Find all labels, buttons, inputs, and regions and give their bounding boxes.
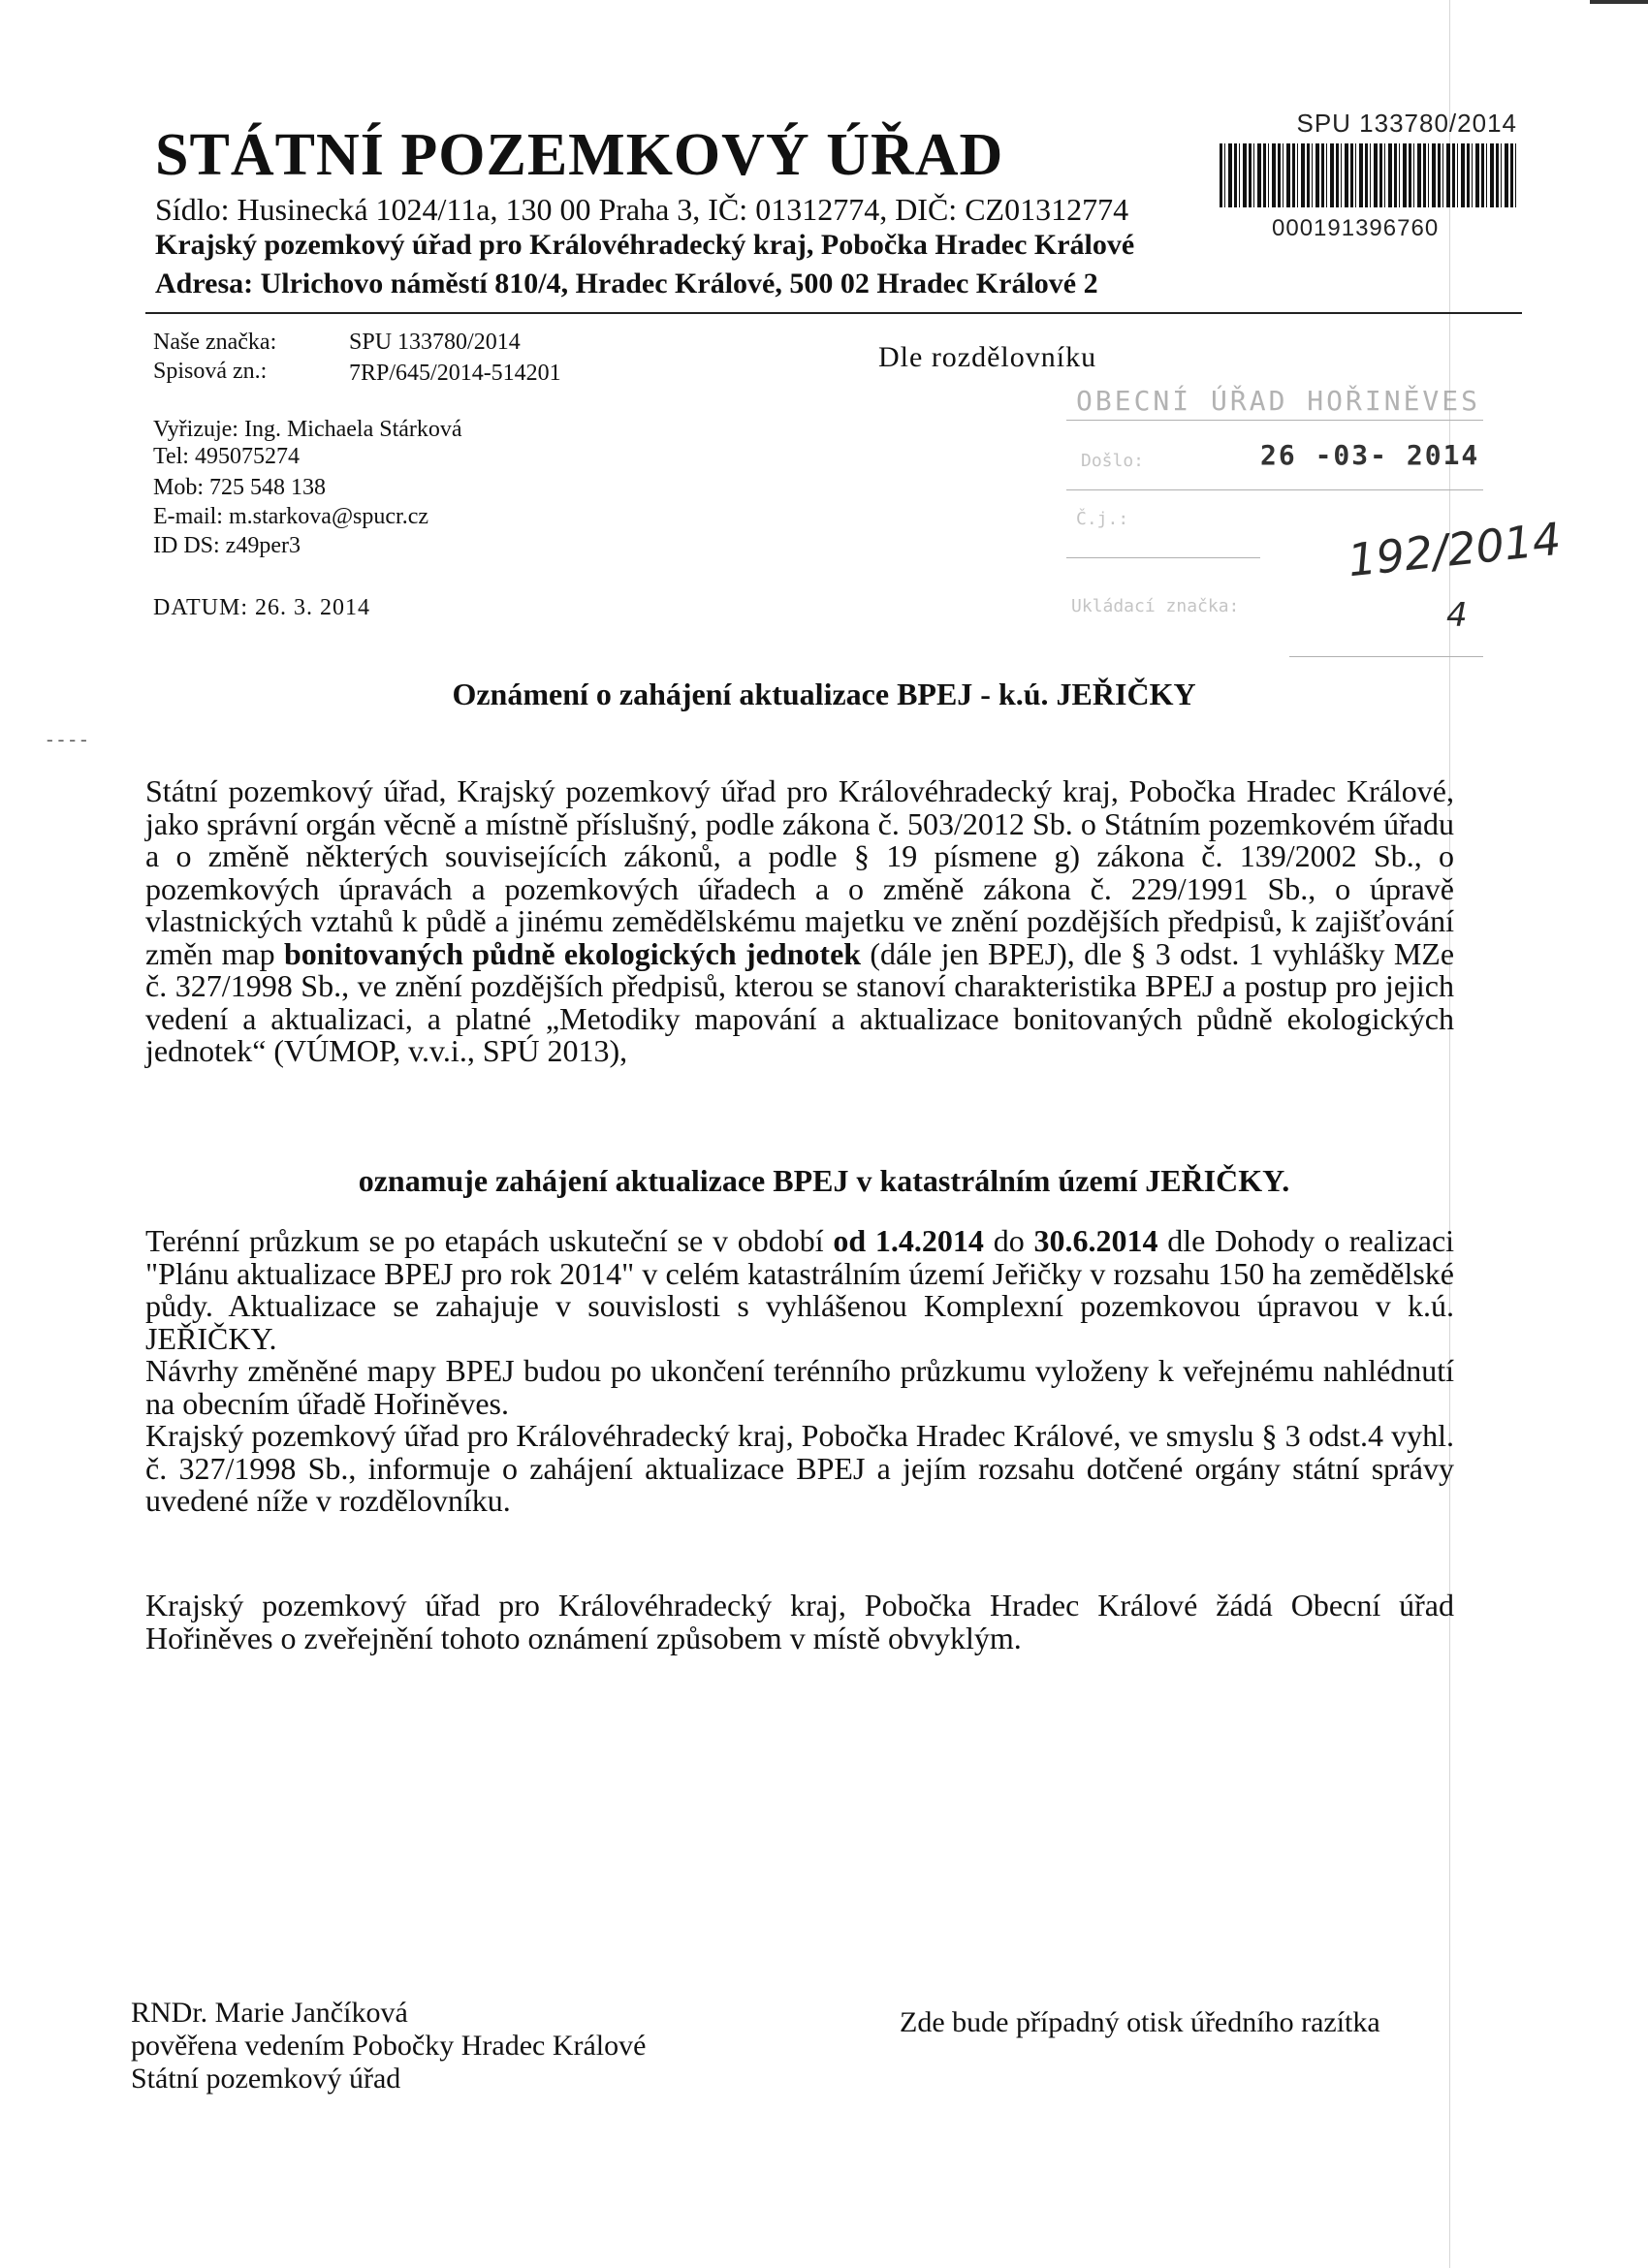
stamp-received-date: 26 -03- 2014 <box>1260 439 1480 471</box>
document-date: DATUM: 26. 3. 2014 <box>153 595 371 620</box>
document-ref-number: SPU 133780/2014 <box>1296 109 1517 138</box>
official-stamp-placeholder: Zde bude případný otisk úředního razítka <box>900 2006 1380 2038</box>
barcode <box>1220 143 1516 207</box>
map-proposal-text: Návrhy změněné mapy BPEJ budou po ukončení terénního průzkumu vyloženy k veřejnému nahlédnutí na obecním úřadě Hořiněves. <box>145 1353 1454 1421</box>
signatory-org: Státní pozemkový úřad <box>131 2063 401 2095</box>
survey-end-date: 30.6.2014 <box>1033 1223 1158 1258</box>
subject-heading: Oznámení o zahájení aktualizace BPEJ - k.ú. JEŘIČKY <box>452 677 1196 711</box>
org-title: STÁTNÍ POZEMKOVÝ ÚŘAD <box>155 122 1004 188</box>
telephone: Tel: 495075274 <box>153 444 300 469</box>
notification-text: Krajský pozemkový úřad pro Královéhradecký kraj, Pobočka Hradec Králové, ve smyslu § 3 odst.4 vyhl. č. 327/1998 Sb., informuje o zahájení aktualizace BPEJ a jejím rozsahu dotčené orgány státní správy uvedené níže v rozdělovníku. <box>145 1418 1454 1518</box>
received-stamp <box>1066 373 1564 664</box>
signatory-role: pověřena vedením Pobočky Hradec Králové <box>131 2030 647 2062</box>
stamp-office: OBECNÍ ÚŘAD HOŘINĚVES <box>1076 385 1481 417</box>
our-ref-value: SPU 133780/2014 <box>349 330 521 355</box>
bpej-bold-term: bonitovaných půdně ekologických jednotek <box>283 935 862 971</box>
scan-corner-mark <box>1590 0 1648 4</box>
handwritten-count: 4 <box>1446 596 1468 635</box>
page-edge-line <box>1449 0 1450 2268</box>
stamp-line <box>1066 489 1483 490</box>
mobile: Mob: 725 548 138 <box>153 475 327 500</box>
email: E-mail: m.starkova@spucr.cz <box>153 504 429 529</box>
file-ref-label: Spisová zn.: <box>153 359 268 384</box>
publication-request: Krajský pozemkový úřad pro Královéhradecký kraj, Pobočka Hradec Králové žádá Obecní úřad Hořiněves o zveřejnění tohoto oznámení způsobem v místě obvyklým. <box>145 1588 1454 1655</box>
intro-text-continued: (dále jen BPEJ), dle § 3 odst. 1 vyhlášky MZe č. 327/1998 Sb., ve znění pozdějších předpisů, kterou se stanoví charakteristika BPEJ a postup pro jejich vedení a aktualizaci, a platné „Metodiky mapování a aktualizace bonitovaných půdně ekologických jednotek“ (VÚMOP, v.v.i., SPÚ 2013), <box>145 935 1455 1068</box>
handled-by: Vyřizuje: Ing. Michaela Stárková <box>153 417 462 442</box>
distribution-note: Dle rozdělovníku <box>878 341 1097 373</box>
stamp-line <box>1066 557 1260 558</box>
survey-text-a: Terénní průzkum se po etapách uskuteční se v období <box>145 1223 824 1258</box>
barcode-number: 000191396760 <box>1272 215 1440 241</box>
stamp-line <box>1289 656 1483 657</box>
branch-line: Krajský pozemkový úřad pro Královéhradecký kraj, Pobočka Hradec Králové <box>155 229 1135 261</box>
data-box-id: ID DS: z49per3 <box>153 533 301 558</box>
announcement-heading: oznamuje zahájení aktualizace BPEJ v katastrálním území JEŘIČKY. <box>358 1163 1290 1198</box>
stamp-number-label: Č.j.: <box>1076 509 1129 529</box>
seat-line: Sídlo: Husinecká 1024/11a, 130 00 Praha 3, IČ: 01312774, DIČ: CZ01312774 <box>155 192 1129 227</box>
survey-text-b: do <box>993 1223 1025 1258</box>
signatory-name: RNDr. Marie Jančíková <box>131 1997 408 2029</box>
margin-mark: - - - - <box>47 729 87 750</box>
intro-text: Státní pozemkový úřad, Krajský pozemkový úřad pro Královéhradecký kraj, Pobočka Hradec Králové, jako správní orgán věcně a místně příslušný, podle zákona č. 503/2012 Sb. o Státním pozemkovém úřadu a o změně některých souvisejících zákonů, a podle § 19 písmene g) zákona č. 139/2002 Sb., o pozemkových úpravách a pozemkových úřadech a o změně zákona č. 229/1991 Sb., o úpravě vlastnických vztahů k půdě a jinému zemědělskému majetku ve znění pozdějších předpisů, k zajišťování změn map <box>145 773 1454 971</box>
intro-paragraph <box>145 775 1454 1068</box>
header-divider <box>145 312 1522 314</box>
stamp-line <box>1066 420 1483 421</box>
handwritten-ref: 192/2014 <box>1345 512 1564 587</box>
file-ref-value: 7RP/645/2014-514201 <box>349 361 561 386</box>
survey-paragraph <box>145 1225 1454 1518</box>
survey-text-c: dle Dohody o realizaci "Plánu aktualizace BPEJ pro rok 2014" v celém katastrálním území Jeřičky v rozsahu 150 ha zemědělské půdy. Aktualizace se zahajuje v souvislosti s vyhlášenou Komplexní pozemkovou úpravou v k.ú. JEŘIČKY. <box>145 1223 1455 1356</box>
stamp-received-label: Došlo: <box>1081 451 1145 471</box>
address-line: Adresa: Ulrichovo náměstí 810/4, Hradec Králové, 500 02 Hradec Králové 2 <box>155 268 1098 299</box>
our-ref-label: Naše značka: <box>153 330 277 355</box>
stamp-filing-label: Ukládací značka: <box>1071 596 1240 616</box>
survey-text <box>145 1225 1454 1355</box>
survey-start-date: od 1.4.2014 <box>833 1223 984 1258</box>
